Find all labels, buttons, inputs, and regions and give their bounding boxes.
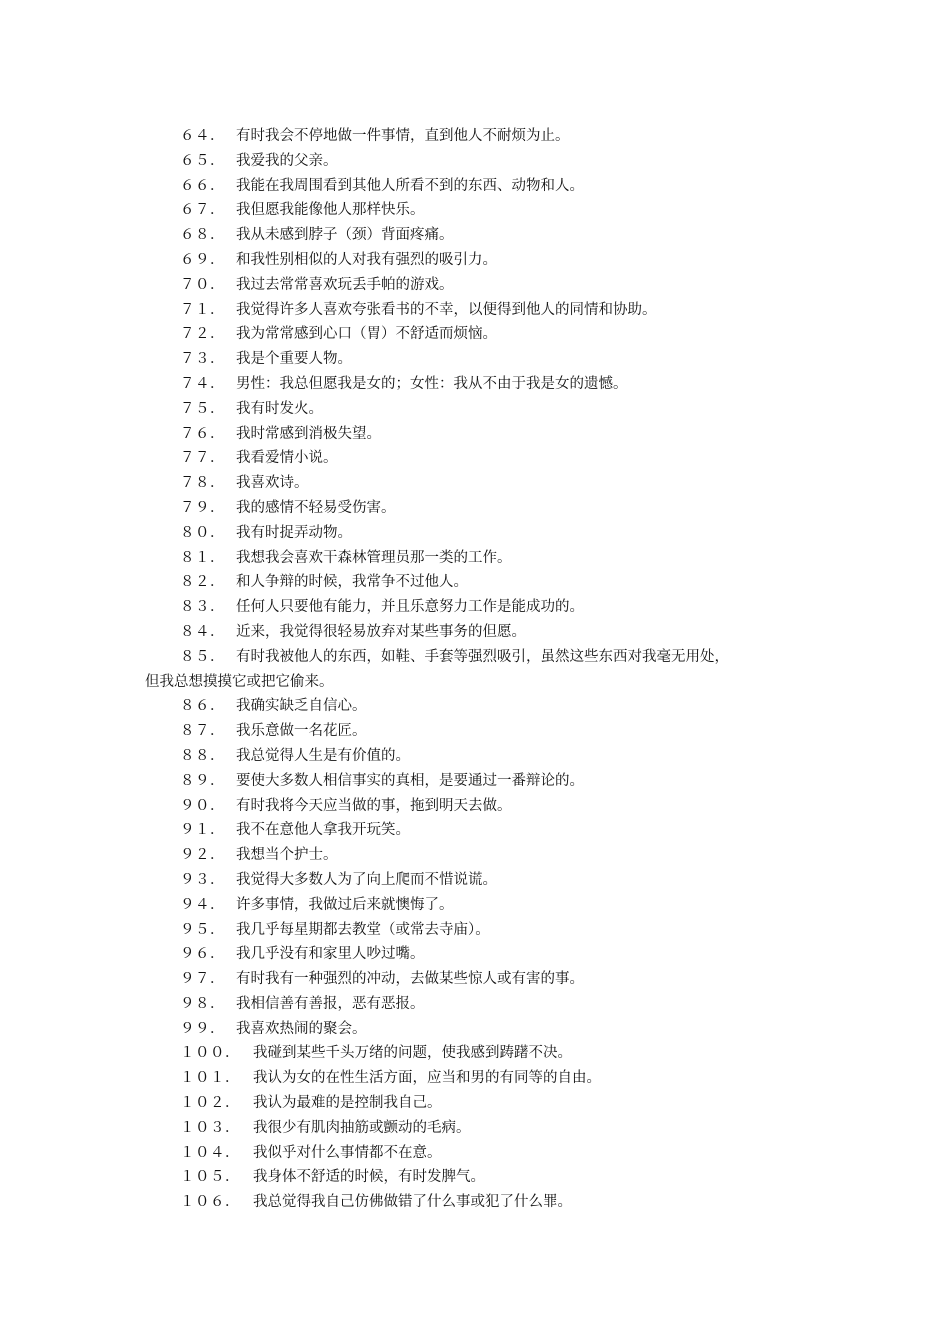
item-text: 我认为最难的是控制我自己。 xyxy=(253,1095,442,1112)
questionnaire-item-list xyxy=(0,124,950,1215)
item-number: ９１． xyxy=(180,822,225,839)
item-number: １０５． xyxy=(180,1169,240,1186)
item-text: 我认为女的在性生活方面，应当和男的有同等的自由。 xyxy=(253,1070,601,1087)
list-item xyxy=(0,843,950,868)
item-text: 有时我将今天应当做的事，拖到明天去做。 xyxy=(236,797,512,814)
item-number: １０３． xyxy=(180,1119,240,1136)
list-item xyxy=(0,298,950,323)
item-number: ８１． xyxy=(180,549,225,566)
list-item xyxy=(0,868,950,893)
item-number: ９２． xyxy=(180,847,225,864)
item-number: ７６． xyxy=(180,425,225,442)
item-number: １０１． xyxy=(180,1070,240,1087)
list-item xyxy=(0,471,950,496)
list-item xyxy=(0,595,950,620)
item-text: 我很少有肌肉抽筋或颤动的毛病。 xyxy=(253,1119,471,1136)
item-text: 我的感情不轻易受伤害。 xyxy=(236,499,396,516)
list-item xyxy=(0,570,950,595)
item-number: ７２． xyxy=(180,326,225,343)
list-item xyxy=(0,719,950,744)
item-text: 我几乎没有和家里人吵过嘴。 xyxy=(236,946,425,963)
item-text: 我确实缺乏自信心。 xyxy=(236,698,367,715)
item-number: ７０． xyxy=(180,276,225,293)
item-number: ６４． xyxy=(180,128,225,144)
item-text: 我时常感到消极失望。 xyxy=(236,425,381,442)
item-number: １００． xyxy=(180,1045,240,1062)
item-text: 我是个重要人物。 xyxy=(236,351,352,368)
item-text: 我喜欢热闹的聚会。 xyxy=(236,1020,367,1037)
item-text: 我总觉得我自己仿佛做错了什么事或犯了什么罪。 xyxy=(253,1194,572,1211)
item-text: 我总觉得人生是有价值的。 xyxy=(236,747,410,764)
list-item xyxy=(0,149,950,174)
item-number: １０２． xyxy=(180,1095,240,1112)
item-text: 我乐意做一名花匠。 xyxy=(236,723,367,740)
list-item xyxy=(0,694,950,719)
item-number: ７４． xyxy=(180,375,225,392)
item-number: ７３． xyxy=(180,351,225,368)
list-item xyxy=(0,818,950,843)
list-item xyxy=(0,521,950,546)
item-text: 我想当个护士。 xyxy=(236,847,338,864)
list-item xyxy=(0,174,950,199)
item-text: 和我性别相似的人对我有强烈的吸引力。 xyxy=(236,251,497,268)
list-item xyxy=(0,446,950,471)
list-item xyxy=(0,1190,950,1215)
item-number: ７９． xyxy=(180,499,225,516)
item-text: 我过去常常喜欢玩丢手帕的游戏。 xyxy=(236,276,454,293)
list-item xyxy=(0,1091,950,1116)
item-text: 我觉得大多数人为了向上爬而不惜说谎。 xyxy=(236,871,497,888)
item-number: ６６． xyxy=(180,177,225,194)
item-number: ８３． xyxy=(180,599,225,616)
list-item xyxy=(0,918,950,943)
item-text: 我有时捉弄动物。 xyxy=(236,524,352,541)
item-text: 任何人只要他有能力，并且乐意努力工作是能成功的。 xyxy=(236,599,584,616)
list-item xyxy=(0,546,950,571)
item-number: ７５． xyxy=(180,400,225,417)
item-number: ６８． xyxy=(180,227,225,244)
list-item xyxy=(0,1041,950,1066)
list-item xyxy=(0,1141,950,1166)
list-item xyxy=(0,273,950,298)
item-text: 我有时发火。 xyxy=(236,400,323,417)
list-item xyxy=(0,198,950,223)
list-item xyxy=(0,942,950,967)
list-item xyxy=(0,372,950,397)
list-item xyxy=(0,620,950,645)
item-text: 我能在我周围看到其他人所看不到的东西、动物和人。 xyxy=(236,177,584,194)
item-text: 我从未感到脖子（颈）背面疼痛。 xyxy=(236,227,454,244)
item-text: 我碰到某些千头万绪的问题，使我感到踌躇不决。 xyxy=(253,1045,572,1062)
item-text: 我几乎每星期都去教堂（或常去寺庙）。 xyxy=(236,921,490,938)
item-number: ９５． xyxy=(180,921,225,938)
item-number: ８６． xyxy=(180,698,225,715)
item-number: ７１． xyxy=(180,301,225,318)
list-item xyxy=(0,769,950,794)
list-item xyxy=(0,322,950,347)
item-text: 我喜欢诗。 xyxy=(236,475,309,492)
item-number: ７８． xyxy=(180,475,225,492)
item-number: ９８． xyxy=(180,995,225,1012)
item-text: 我但愿我能像他人那样快乐。 xyxy=(236,202,425,219)
item-text-continuation: 但我总想摸摸它或把它偷来。 xyxy=(145,673,334,690)
item-text: 有时我被他人的东西，如鞋、手套等强烈吸引，虽然这些东西对我毫无用处， xyxy=(236,648,729,665)
list-item xyxy=(0,248,950,273)
list-item xyxy=(0,1017,950,1042)
item-number: ８５． xyxy=(180,648,225,665)
item-text: 我为常常感到心口（胃）不舒适而烦恼。 xyxy=(236,326,497,343)
list-item xyxy=(0,124,950,149)
list-item xyxy=(0,496,950,521)
item-number: ９０． xyxy=(180,797,225,814)
list-item xyxy=(0,397,950,422)
list-item xyxy=(0,967,950,992)
item-number: ９７． xyxy=(180,971,225,988)
item-text: 我相信善有善报，恶有恶报。 xyxy=(236,995,425,1012)
item-number: ６７． xyxy=(180,202,225,219)
item-number: ７７． xyxy=(180,450,225,467)
item-text: 我觉得许多人喜欢夸张看书的不幸，以便得到他人的同情和协助。 xyxy=(236,301,657,318)
item-text: 我身体不舒适的时候，有时发脾气。 xyxy=(253,1169,485,1186)
item-number: ８４． xyxy=(180,623,225,640)
item-text: 和人争辩的时候，我常争不过他人。 xyxy=(236,574,468,591)
item-text: 我似乎对什么事情都不在意。 xyxy=(253,1144,442,1161)
item-number: ６９． xyxy=(180,251,225,268)
item-number: ８０． xyxy=(180,524,225,541)
item-number: ８７． xyxy=(180,723,225,740)
list-item xyxy=(0,992,950,1017)
item-number: ８２． xyxy=(180,574,225,591)
item-number: ８９． xyxy=(180,772,225,789)
item-number: １０４． xyxy=(180,1144,240,1161)
item-number: ６５． xyxy=(180,152,225,169)
item-number: １０６． xyxy=(180,1194,240,1211)
list-item xyxy=(0,893,950,918)
item-text: 我想我会喜欢干森林管理员那一类的工作。 xyxy=(236,549,512,566)
list-item xyxy=(0,645,950,695)
list-item xyxy=(0,1165,950,1190)
item-number: ９４． xyxy=(180,896,225,913)
item-text: 要使大多数人相信事实的真相，是要通过一番辩论的。 xyxy=(236,772,584,789)
list-item xyxy=(0,1066,950,1091)
list-item xyxy=(0,347,950,372)
list-item xyxy=(0,223,950,248)
item-text: 有时我有一种强烈的冲动，去做某些惊人或有害的事。 xyxy=(236,971,584,988)
item-text: 许多事情，我做过后来就懊悔了。 xyxy=(236,896,454,913)
item-number: ９６． xyxy=(180,946,225,963)
list-item xyxy=(0,1116,950,1141)
list-item xyxy=(0,744,950,769)
list-item xyxy=(0,422,950,447)
item-text: 近来，我觉得很轻易放弃对某些事务的但愿。 xyxy=(236,623,526,640)
item-number: ９９． xyxy=(180,1020,225,1037)
item-text: 我看爱情小说。 xyxy=(236,450,338,467)
item-text: 有时我会不停地做一件事情，直到他人不耐烦为止。 xyxy=(236,128,570,144)
item-number: ９３． xyxy=(180,871,225,888)
item-text: 我爱我的父亲。 xyxy=(236,152,338,169)
item-text: 我不在意他人拿我开玩笑。 xyxy=(236,822,410,839)
item-number: ８８． xyxy=(180,747,225,764)
list-item xyxy=(0,794,950,819)
item-text: 男性：我总但愿我是女的；女性：我从不由于我是女的遗憾。 xyxy=(236,375,628,392)
